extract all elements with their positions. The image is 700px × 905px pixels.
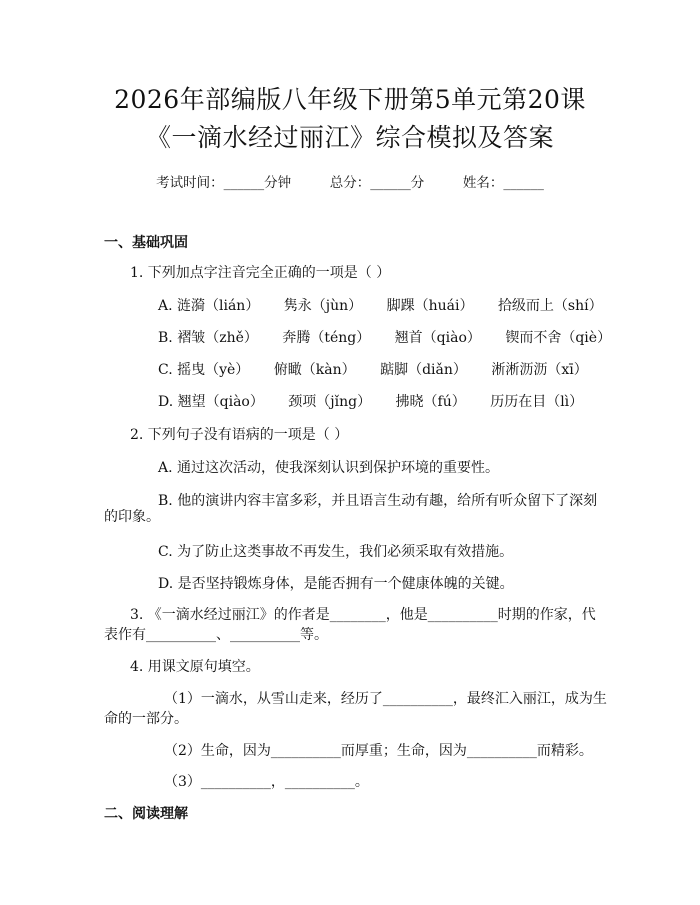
question-4-stem: 4. 用课文原句填空。 <box>130 659 260 675</box>
question-3-line-1: 3. 《一滴水经过丽江》的作者是________，他是__________时期的作家，代 <box>130 607 596 623</box>
question-4-sub-3: （3）__________，__________。 <box>164 774 369 790</box>
question-2-option-a: A. 通过这次活动，使我深刻认识到保护环境的重要性。 <box>158 460 500 476</box>
question-3-line-2: 表作有__________、__________等。 <box>104 627 328 643</box>
option-a-item: 拾级而上（shí） <box>497 298 603 314</box>
option-a-item: 隽永（jùn） <box>283 298 363 314</box>
question-4-sub-2: （2）生命，因为__________而厚重；生命，因为__________而精彩。 <box>164 743 593 759</box>
question-2-stem: 2. 下列句子没有语病的一项是（ ） <box>130 427 349 443</box>
student-name-field: 姓名：______ <box>462 175 544 191</box>
option-d-item: 拂晓（fú） <box>395 394 466 410</box>
question-2-option-d: D. 是否坚持锻炼身体，是能否拥有一个健康体魄的关键。 <box>158 576 514 592</box>
question-4-sub-1-line-1: （1）一滴水，从雪山走来，经历了__________，最终汇入丽江，成为生 <box>164 691 607 707</box>
question-4-sub-1-line-2: 命的一部分。 <box>104 711 188 727</box>
option-c-item: 俯瞰（kàn） <box>273 362 356 378</box>
option-a-item: 脚踝（huái） <box>386 298 474 314</box>
question-1-option-a <box>158 295 623 315</box>
total-score-field: 总分：______分 <box>329 175 425 191</box>
question-2-option-c: C. 为了防止这类事故不再发生，我们必须采取有效措施。 <box>158 544 514 560</box>
section-heading-reading: 二、阅读理解 <box>104 806 188 822</box>
option-c-item: C. 摇曳（yè） <box>158 362 250 378</box>
question-1-option-b <box>158 327 631 347</box>
option-d-item: 颈项（jǐng） <box>288 394 372 410</box>
option-c-item: 淅淅沥沥（xī） <box>491 362 588 378</box>
page-title-line-1: 2026年部编版八年级下册第5单元第20课 <box>114 85 586 114</box>
page-title-line-2: 《一滴水经过丽江》综合模拟及答案 <box>145 123 554 152</box>
option-b-item: 翘首（qiào） <box>394 330 481 346</box>
exam-time-field: 考试时间：______分钟 <box>156 175 292 191</box>
option-d-item: D. 翘望（qiào） <box>158 394 264 410</box>
question-2-option-b-line-1: B. 他的演讲内容丰富多彩，并且语言生动有趣，给所有听众留下了深刻 <box>158 493 598 509</box>
option-b-item: B. 褶皱（zhě） <box>158 330 258 346</box>
option-a-item: A. 涟漪（lián） <box>158 298 260 314</box>
question-1-stem: 1. 下列加点字注音完全正确的一项是（ ） <box>130 265 391 281</box>
question-1-option-d <box>158 391 603 411</box>
option-c-item: 踮脚（diǎn） <box>380 362 467 378</box>
question-1-option-c <box>158 359 608 379</box>
option-b-item: 奔腾（téng） <box>282 330 371 346</box>
option-d-item: 历历在目（lì） <box>490 394 584 410</box>
option-b-item: 锲而不舍（qiè） <box>505 330 612 346</box>
section-heading-basics: 一、基础巩固 <box>104 235 188 251</box>
exam-info-row <box>0 171 700 191</box>
question-2-option-b-line-2: 的印象。 <box>104 509 160 525</box>
